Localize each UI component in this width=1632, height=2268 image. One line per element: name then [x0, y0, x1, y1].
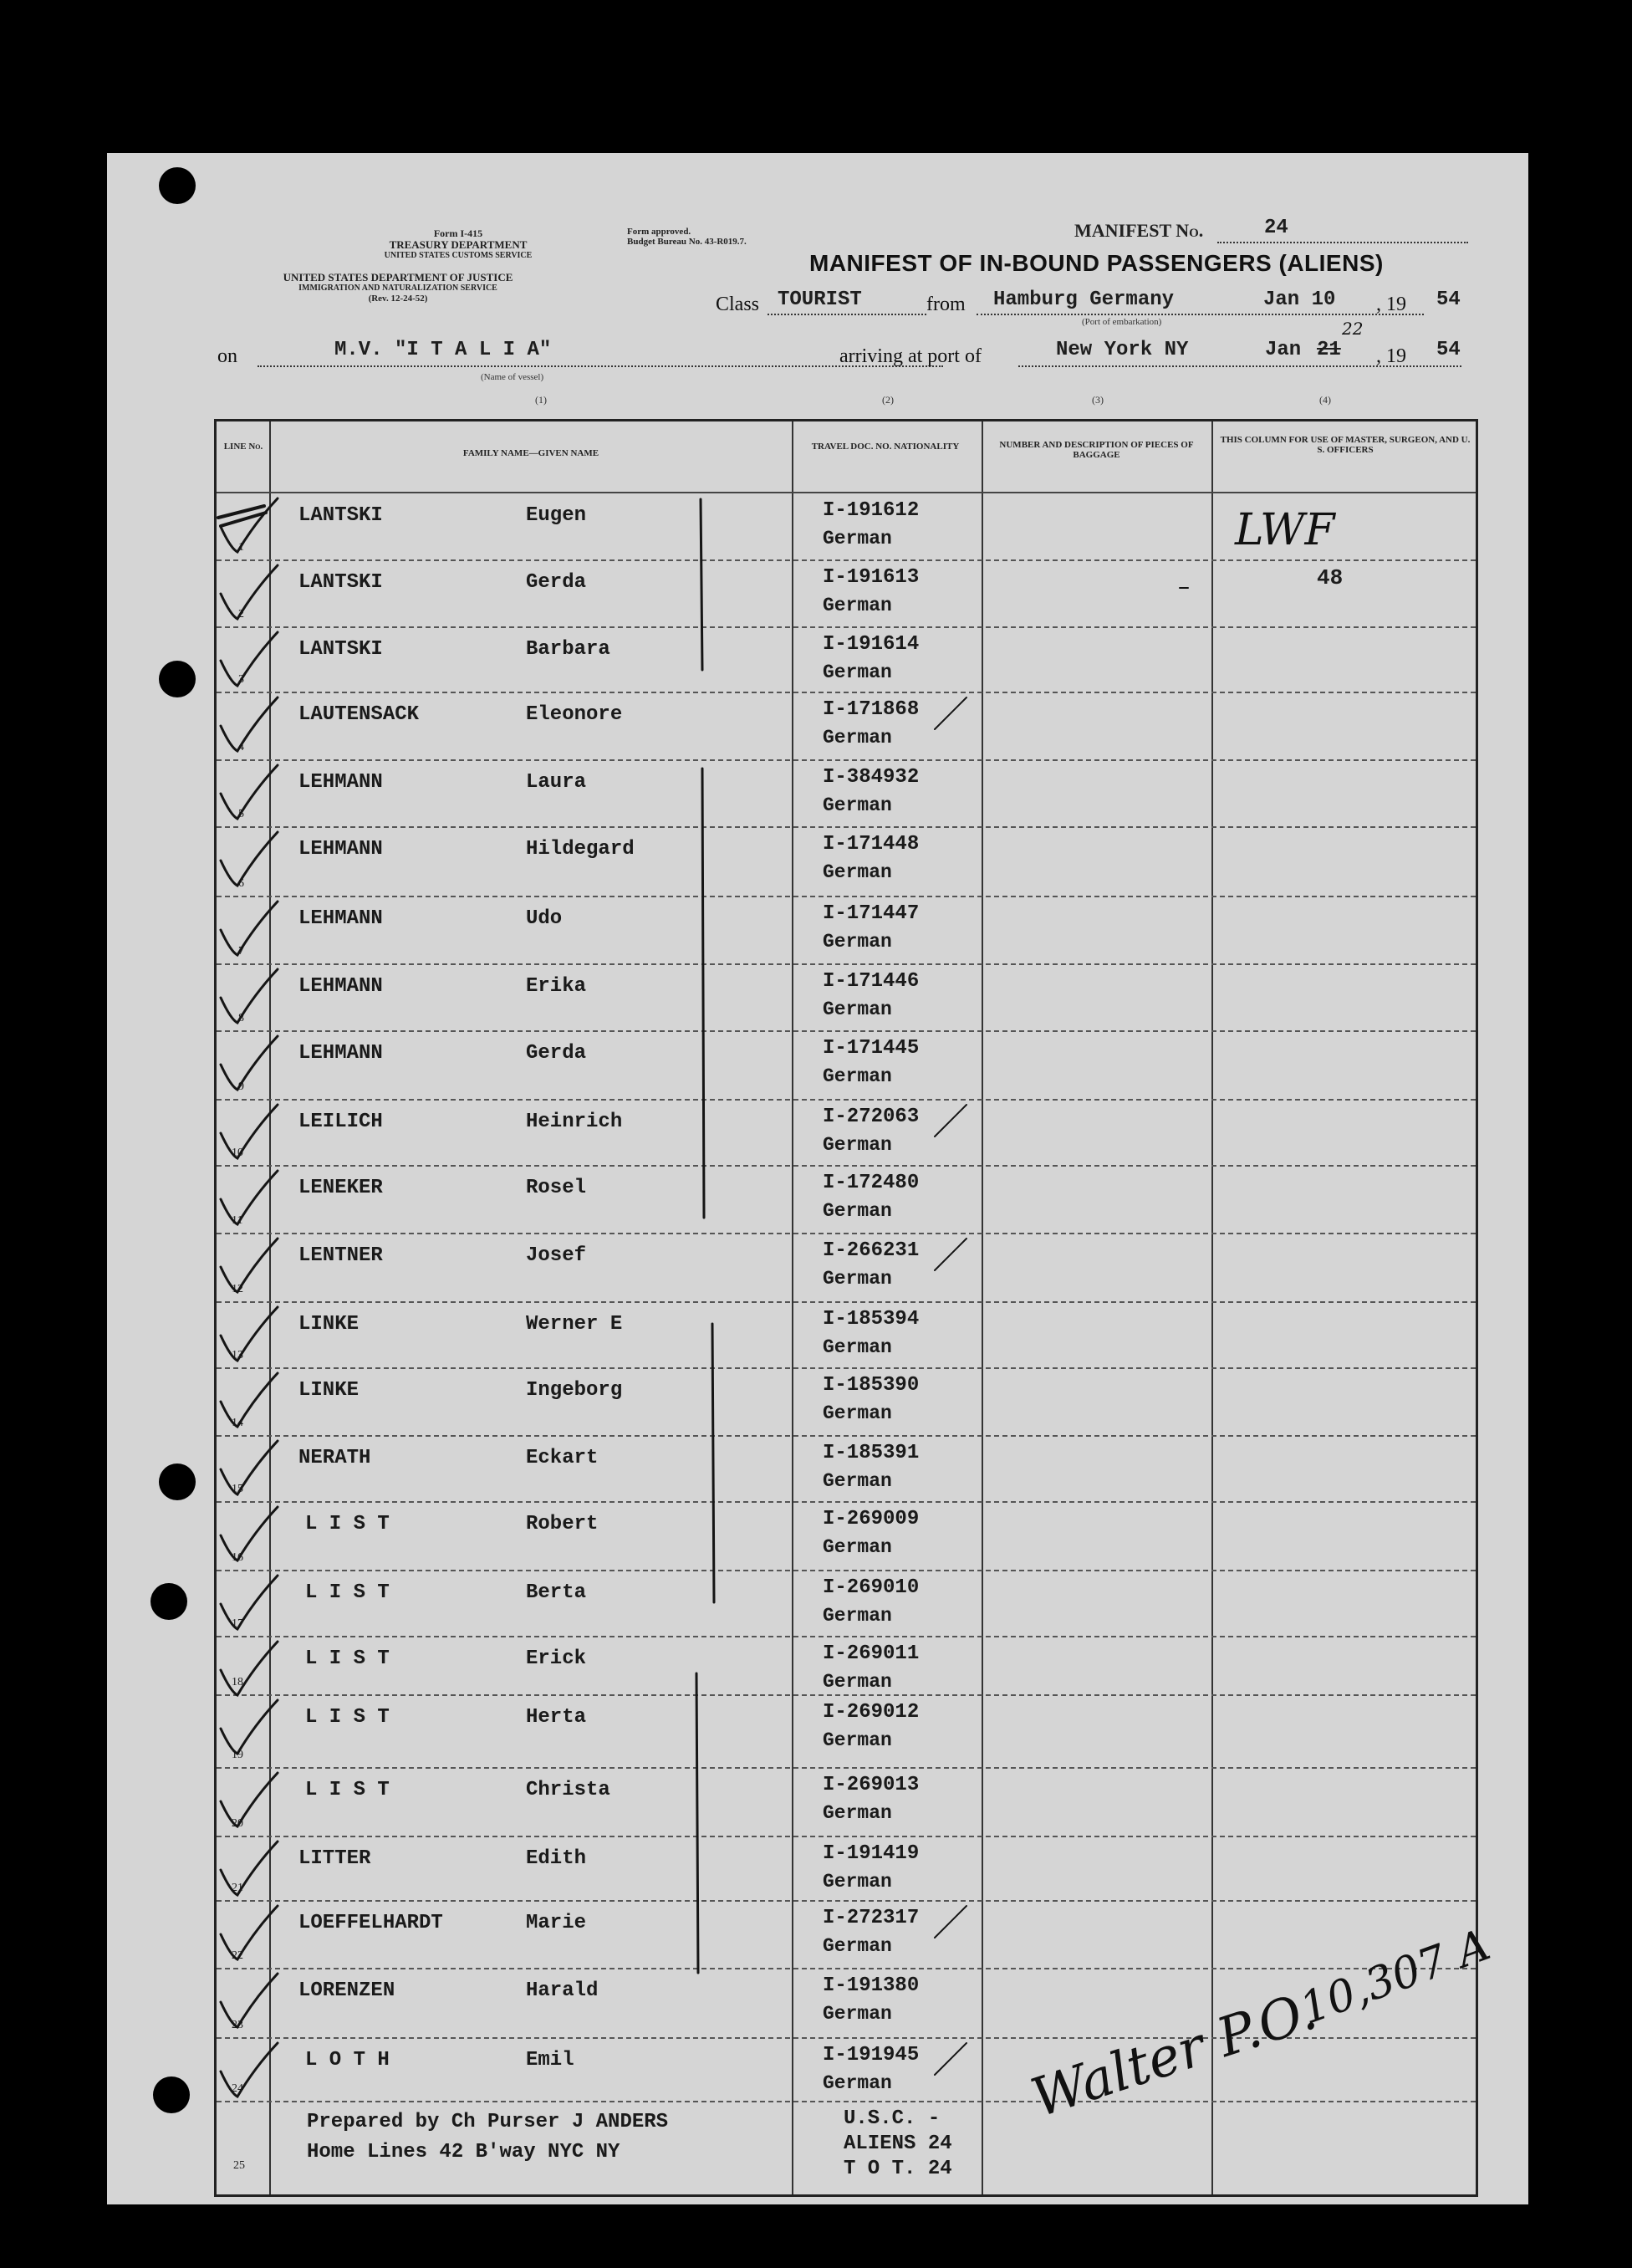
check-mark — [221, 2043, 278, 2097]
nationality: German — [823, 1605, 892, 1627]
family-name: LINKE — [298, 1313, 360, 1336]
check-mark — [221, 1307, 278, 1361]
from-label: from — [926, 294, 966, 315]
tick-mark — [935, 1105, 966, 1137]
given-name: Josef — [526, 1244, 587, 1267]
family-name: L O T H — [305, 2049, 390, 2071]
given-name: Udo — [526, 907, 563, 930]
given-name: Marie — [526, 1912, 587, 1934]
travel-doc-number: I-171448 — [823, 833, 920, 856]
check-mark — [221, 832, 278, 886]
family-name: LEHMANN — [298, 771, 383, 794]
family-name: L I S T — [305, 1706, 390, 1729]
page-title: MANIFEST OF IN-BOUND PASSENGERS (ALIENS) — [809, 250, 1384, 276]
line-number: 19 — [232, 1749, 243, 1761]
nationality: German — [823, 1671, 892, 1693]
check-mark — [221, 1841, 278, 1895]
given-name: Eckart — [526, 1447, 599, 1469]
travel-doc-number: I-269011 — [823, 1642, 920, 1665]
check-mark — [221, 1036, 278, 1090]
check-mark — [221, 1373, 278, 1427]
family-name: L I S T — [305, 1647, 390, 1670]
nationality: German — [823, 1536, 892, 1558]
embark-caption: (Port of embarkation) — [1082, 317, 1162, 327]
binder-hole — [159, 661, 196, 697]
family-name: LANTSKI — [298, 571, 383, 594]
travel-doc-number: I-191612 — [823, 499, 920, 522]
family-name: LENEKER — [298, 1177, 383, 1199]
family-name: LITTER — [298, 1847, 371, 1870]
line-number: 11 — [232, 1214, 243, 1227]
given-name: Gerda — [526, 571, 587, 594]
nationality: German — [823, 999, 892, 1020]
check-mark — [221, 1239, 278, 1292]
given-name: Laura — [526, 771, 587, 794]
nationality: German — [823, 662, 892, 683]
from-value: Hamburg Germany — [993, 289, 1175, 311]
check-mark — [221, 1441, 278, 1494]
travel-doc-number: I-269013 — [823, 1774, 920, 1796]
travel-doc-number: I-272063 — [823, 1106, 920, 1128]
travel-doc-number: I-384932 — [823, 766, 920, 789]
line-number: 3 — [238, 673, 244, 686]
check-mark — [221, 1700, 278, 1754]
given-name: Werner E — [526, 1313, 623, 1336]
line-number: 22 — [232, 1949, 243, 1962]
ins-name: IMMIGRATION AND NATURALIZATION SERVICE — [298, 284, 497, 293]
arrival-year: 54 — [1436, 339, 1461, 361]
class-label: Class — [716, 294, 760, 315]
family-bracket — [712, 1324, 714, 1602]
manifest-no-label: MANIFEST No. — [1074, 220, 1204, 241]
doj-name: UNITED STATES DEPARTMENT OF JUSTICE — [283, 271, 513, 284]
travel-doc-number: I-185391 — [823, 1442, 920, 1464]
travel-doc-number: I-171445 — [823, 1037, 920, 1060]
nationality: German — [823, 794, 892, 816]
family-name: LEILICH — [298, 1111, 383, 1133]
nationality: German — [823, 1871, 892, 1893]
given-name: Emil — [526, 2049, 574, 2071]
family-name: L I S T — [305, 1779, 390, 1801]
travel-doc-number: I-185394 — [823, 1308, 920, 1331]
check-mark — [221, 1906, 278, 1959]
given-name: Gerda — [526, 1042, 587, 1065]
check-mark — [221, 1642, 278, 1695]
signature-number: 10,307 A — [1293, 1919, 1497, 2035]
given-name: Erika — [526, 975, 587, 998]
family-bracket — [701, 499, 702, 670]
travel-doc-number: I-191419 — [823, 1842, 920, 1865]
embark-year: 54 — [1436, 289, 1461, 311]
check-mark — [221, 1773, 278, 1826]
tick-mark — [935, 697, 966, 729]
officer-initials: LWF — [1235, 505, 1335, 555]
nationality: German — [823, 1336, 892, 1358]
line-number: 15 — [232, 1483, 243, 1495]
given-name: Ingeborg — [526, 1379, 623, 1402]
line-number: 7 — [238, 945, 244, 958]
binder-hole — [153, 2076, 190, 2113]
travel-doc-number: I-269012 — [823, 1701, 920, 1724]
travel-doc-number: I-171447 — [823, 902, 920, 925]
binder-hole — [150, 1583, 187, 1620]
check-mark — [221, 1105, 278, 1158]
ink-marks — [107, 153, 1528, 2204]
given-name: Harald — [526, 1979, 599, 2002]
col-header-officers: THIS COLUMN FOR USE OF MASTER, SURGEON, AND U. S. OFFICERS — [1220, 435, 1471, 455]
on-label: on — [217, 345, 237, 367]
family-name: L I S T — [305, 1513, 390, 1535]
arrival-day-struck: 21 — [1317, 339, 1341, 361]
family-name: LEHMANN — [298, 907, 383, 930]
col-header-line: LINE No. — [223, 442, 263, 452]
given-name: Eleonore — [526, 703, 623, 726]
col-number-4: (4) — [1319, 394, 1331, 406]
given-name: Rosel — [526, 1177, 587, 1199]
travel-doc-number: I-269010 — [823, 1576, 920, 1599]
nationality: German — [823, 1470, 892, 1492]
nationality: German — [823, 2072, 892, 2094]
customs-service: UNITED STATES CUSTOMS SERVICE — [384, 251, 533, 260]
tick-mark — [935, 1906, 966, 1938]
line-number: 9 — [238, 1080, 244, 1093]
given-name: Edith — [526, 1847, 587, 1870]
line-number: 10 — [232, 1147, 243, 1159]
check-mark — [221, 632, 278, 686]
nationality: German — [823, 2003, 892, 2025]
check-mark — [221, 902, 278, 955]
treasury-dept: TREASURY DEPARTMENT — [389, 238, 528, 251]
check-mark — [221, 765, 278, 819]
inspector-signature: Walter P.O. — [1024, 1979, 1324, 2130]
line-number: 21 — [232, 1882, 243, 1894]
given-name: Erick — [526, 1647, 587, 1670]
nationality: German — [823, 1402, 892, 1424]
nationality: German — [823, 1729, 892, 1751]
revision-date: (Rev. 12-24-52) — [368, 294, 428, 304]
col-header-name: FAMILY NAME—GIVEN NAME — [462, 448, 599, 458]
family-name: LANTSKI — [298, 638, 383, 661]
family-name: LANTSKI — [298, 504, 383, 527]
check-mark — [221, 1974, 278, 2027]
check-mark — [221, 697, 278, 751]
travel-doc-number: I-185390 — [823, 1374, 920, 1397]
family-name: L I S T — [305, 1581, 390, 1604]
travel-doc-number: I-172480 — [823, 1172, 920, 1194]
family-bracket — [696, 1673, 698, 1973]
family-bracket — [702, 769, 704, 1218]
col-number-3: (3) — [1092, 394, 1104, 406]
line-number: 6 — [238, 877, 244, 890]
family-name: LENTNER — [298, 1244, 383, 1267]
check-mark — [221, 969, 278, 1023]
col-header-baggage: NUMBER AND DESCRIPTION OF PIECES OF BAGGAGE — [999, 440, 1194, 460]
arrival-day-correction: 22 — [1342, 319, 1364, 339]
line-number: 18 — [232, 1676, 243, 1688]
arrival-port: New York NY — [1056, 339, 1189, 361]
line-number: 1 — [238, 541, 244, 554]
usc-total: U.S.C. - — [844, 2107, 941, 2130]
given-name: Hildegard — [526, 838, 635, 861]
binder-hole — [159, 167, 196, 204]
nationality: German — [823, 931, 892, 953]
nationality: German — [823, 861, 892, 883]
nationality: German — [823, 1268, 892, 1290]
line-number: 20 — [232, 1817, 243, 1830]
given-name: Barbara — [526, 638, 610, 661]
family-name: LINKE — [298, 1379, 360, 1402]
line-number: 8 — [238, 1012, 244, 1024]
travel-doc-number: I-191945 — [823, 2044, 920, 2066]
tick-mark — [935, 1239, 966, 1270]
family-name: LEHMANN — [298, 1042, 383, 1065]
nationality: German — [823, 1065, 892, 1087]
tick-mark — [935, 2043, 966, 2075]
check-mark — [221, 1171, 278, 1224]
check-mark — [221, 1507, 278, 1561]
travel-doc-number: I-191613 — [823, 566, 920, 589]
nationality: German — [823, 595, 892, 616]
family-name: LOEFFELHARDT — [298, 1912, 443, 1934]
line-number: 2 — [238, 608, 244, 621]
check-mark — [221, 1576, 278, 1629]
year-prefix-2: , 19 — [1376, 345, 1406, 367]
manifest-page — [107, 153, 1528, 2204]
check-mark — [221, 565, 278, 619]
line-number: 14 — [232, 1417, 243, 1429]
line-number: 12 — [232, 1283, 243, 1295]
given-name: Berta — [526, 1581, 587, 1604]
form-number: Form I-415 — [433, 227, 483, 239]
family-name: LEHMANN — [298, 975, 383, 998]
given-name: Christa — [526, 1779, 610, 1801]
col-number-2: (2) — [882, 394, 894, 406]
arriving-label: arriving at port of — [839, 345, 982, 367]
line-number: 24 — [232, 2082, 243, 2095]
embark-date: Jan 10 — [1263, 289, 1336, 311]
prepared-address: Home Lines 42 B'way NYC NY — [307, 2141, 620, 2163]
vessel-caption: (Name of vessel) — [481, 372, 544, 382]
line-number: 5 — [238, 808, 244, 820]
travel-doc-number: I-171446 — [823, 970, 920, 993]
given-name: Eugen — [526, 504, 587, 527]
family-name: LORENZEN — [298, 1979, 395, 2002]
approved-line1: Form approved. — [627, 227, 691, 237]
nationality: German — [823, 1134, 892, 1156]
nationality: German — [823, 528, 892, 549]
manifest-no-value: 24 — [1264, 217, 1288, 239]
col-number-1: (1) — [535, 394, 547, 406]
given-name: Robert — [526, 1513, 599, 1535]
nationality: German — [823, 1200, 892, 1222]
given-name: Heinrich — [526, 1111, 623, 1133]
travel-doc-number: I-269009 — [823, 1508, 920, 1530]
line-number: 16 — [232, 1551, 243, 1564]
given-name: Herta — [526, 1706, 587, 1729]
prepared-by: Prepared by Ch Purser J ANDERS — [307, 2111, 669, 2133]
line-number: 13 — [232, 1349, 243, 1361]
travel-doc-number: I-272317 — [823, 1907, 920, 1929]
family-name: NERATH — [298, 1447, 371, 1469]
arrival-month: Jan — [1265, 339, 1302, 361]
grand-total: T O T. 24 — [844, 2158, 952, 2176]
line-number: 4 — [238, 741, 244, 753]
travel-doc-number: I-266231 — [823, 1239, 920, 1262]
family-name: LEHMANN — [298, 838, 383, 861]
line-number: 17 — [232, 1617, 243, 1630]
travel-doc-number: I-191614 — [823, 633, 920, 656]
binder-hole — [159, 1463, 196, 1500]
col-header-doc: TRAVEL DOC. NO. NATIONALITY — [811, 442, 960, 452]
travel-doc-number: I-171868 — [823, 698, 920, 721]
approved-line2: Budget Bureau No. 43-R019.7. — [627, 237, 747, 247]
year-prefix-1: , 19 — [1376, 294, 1406, 315]
travel-doc-number: I-191380 — [823, 1974, 920, 1997]
nationality: German — [823, 1935, 892, 1957]
family-name: LAUTENSACK — [298, 703, 420, 726]
line-number: 23 — [232, 2019, 243, 2031]
nationality: German — [823, 727, 892, 748]
aliens-total: ALIENS 24 — [844, 2133, 952, 2155]
class-value: TOURIST — [778, 289, 862, 311]
vessel-name: M.V. "I T A L I A" — [334, 339, 552, 361]
line-number-25: 25 — [233, 2159, 245, 2172]
officer-count: 48 — [1317, 565, 1344, 590]
nationality: German — [823, 1802, 892, 1824]
